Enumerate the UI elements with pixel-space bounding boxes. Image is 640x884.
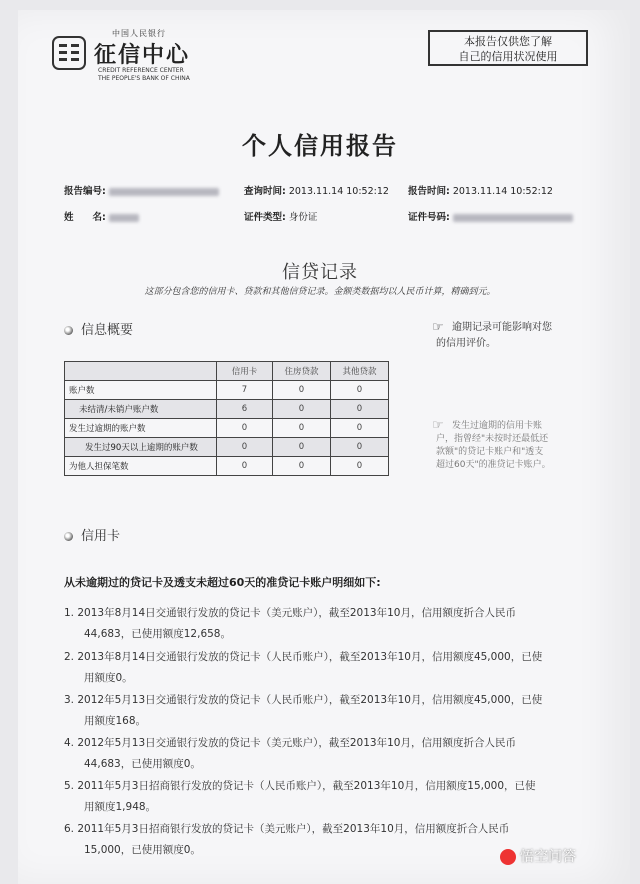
list-item — [64, 647, 564, 689]
table-cell: 0 — [273, 457, 331, 476]
list-item — [64, 603, 564, 645]
watermark-logo-icon — [500, 849, 516, 865]
page-title: 个人信用报告 — [242, 131, 398, 160]
overdue-note-line-1: 逾期记录可能影响对您 — [452, 322, 552, 333]
table-cell: 0 — [273, 438, 331, 457]
report-no-label: 报告编号: — [64, 186, 106, 197]
definition-line-3: 款额"的贷记卡账户和"透支 — [436, 447, 544, 457]
bullet-icon — [64, 532, 73, 541]
row-label: 发生过逾期的账户数 — [65, 419, 217, 438]
name-field — [64, 209, 139, 223]
table-cell: 6 — [217, 400, 273, 419]
credit-card-heading-text: 信用卡 — [81, 529, 121, 544]
table-cell: 7 — [217, 381, 273, 400]
table-header-cell — [65, 362, 217, 381]
overdue-note-line-2: 的信用评价。 — [436, 338, 496, 349]
list-item-line-1: 4. 2012年5月13日交通银行发放的贷记卡（美元账户），截至2013年10月，信用额度折合人民币 — [64, 737, 516, 749]
redacted-id-no — [453, 214, 573, 222]
overview-table — [64, 361, 389, 476]
table-header-cell: 信用卡 — [217, 362, 273, 381]
table-header-row — [65, 362, 389, 381]
report-time-value: 2013.11.14 10:52:12 — [452, 186, 553, 197]
list-item — [64, 690, 564, 732]
stamp-line-2: 自己的信用状况使用 — [458, 50, 558, 63]
row-label: 发生过90天以上逾期的账户数 — [65, 438, 217, 457]
id-type-value: 身份证 — [288, 212, 318, 223]
list-item-line-2: 44,683，已使用额度12,658。 — [84, 628, 231, 640]
logo-org-name: 征信中心 — [94, 42, 191, 68]
table-cell: 0 — [273, 419, 331, 438]
credit-record-title: 信贷记录 — [282, 262, 358, 283]
table-cell: 0 — [331, 457, 389, 476]
logo-org-small: 中国人民银行 — [112, 29, 166, 38]
usage-stamp — [428, 30, 588, 66]
table-header-cell: 住房贷款 — [273, 362, 331, 381]
table-header-cell: 其他贷款 — [331, 362, 389, 381]
list-item — [64, 733, 564, 775]
card-list-heading: 从未逾期过的贷记卡及透支未超过60天的准贷记卡账户明细如下: — [64, 576, 381, 589]
report-time-label: 报告时间: — [408, 186, 450, 197]
watermark-text: 悟空问答 — [520, 849, 576, 865]
definition-line-1: 发生过逾期的信用卡账 — [452, 421, 543, 431]
list-item-line-1: 6. 2011年5月3日招商银行发放的贷记卡（美元账户），截至2013年10月，信用额度折合人民币 — [64, 823, 510, 835]
query-time-label: 查询时间: — [244, 186, 286, 197]
credit-record-subtitle: 这部分包含您的信用卡、贷款和其他信贷记录。金额类数据均以人民币计算，精确到元。 — [144, 287, 496, 297]
id-no-field — [408, 209, 573, 223]
query-time-value: 2013.11.14 10:52:12 — [288, 186, 389, 197]
table-cell: 0 — [331, 438, 389, 457]
id-type-label: 证件类型: — [244, 212, 286, 223]
definition-line-4: 超过60天"的准贷记卡账户。 — [436, 460, 551, 470]
pointing-hand-icon: ☞ — [432, 418, 444, 433]
overview-heading — [64, 319, 133, 338]
id-type-field — [244, 209, 317, 223]
overdue-definition-note — [432, 418, 551, 472]
table-cell: 0 — [217, 457, 273, 476]
list-item-line-2: 用额度1,948。 — [84, 801, 157, 813]
logo-org-en-1: CREDIT REFERENCE CENTER — [98, 67, 184, 74]
bullet-icon — [64, 326, 73, 335]
row-label: 账户数 — [65, 381, 217, 400]
table-row — [65, 381, 389, 400]
table-row — [65, 400, 389, 419]
stamp-line-1: 本报告仅供您了解 — [464, 35, 552, 48]
table-cell: 0 — [217, 419, 273, 438]
table-cell: 0 — [331, 400, 389, 419]
row-label: 未结清/未销户账户数 — [65, 400, 217, 419]
table-row — [65, 457, 389, 476]
pointing-hand-icon: ☞ — [432, 320, 444, 335]
table-cell: 0 — [331, 381, 389, 400]
logo-org-en-2: THE PEOPLE'S BANK OF CHINA — [98, 75, 190, 82]
table-cell: 0 — [273, 381, 331, 400]
list-item-line-1: 2. 2013年8月14日交通银行发放的贷记卡（人民币账户），截至2013年10月，信用额度45,000，已使 — [64, 651, 543, 663]
table-cell: 0 — [273, 400, 331, 419]
table-cell: 0 — [217, 438, 273, 457]
list-item — [64, 776, 564, 818]
id-no-label: 证件号码: — [408, 212, 450, 223]
table-cell: 0 — [331, 419, 389, 438]
name-label: 姓 名: — [64, 212, 106, 223]
list-item-line-1: 1. 2013年8月14日交通银行发放的贷记卡（美元账户），截至2013年10月，信用额度折合人民币 — [64, 607, 516, 619]
credit-card-heading — [64, 525, 120, 544]
list-item-line-2: 44,683，已使用额度0。 — [84, 758, 201, 770]
list-item-line-2: 15,000，已使用额度0。 — [84, 844, 201, 856]
table-row — [65, 419, 389, 438]
report-time-field — [408, 183, 553, 197]
report-no-field — [64, 183, 219, 197]
list-item-line-1: 5. 2011年5月3日招商银行发放的贷记卡（人民币账户），截至2013年10月，信用额度15,000，已使 — [64, 780, 536, 792]
table-row — [65, 438, 389, 457]
watermark — [500, 846, 576, 866]
overdue-note — [432, 320, 552, 352]
list-item — [64, 819, 564, 861]
credit-center-logo-icon — [52, 36, 86, 70]
list-item-line-2: 用额度0。 — [84, 672, 133, 684]
definition-line-2: 户，指曾经"未按时还最低还 — [436, 434, 549, 444]
list-item-line-1: 3. 2012年5月13日交通银行发放的贷记卡（人民币账户），截至2013年10月，信用额度45,000，已使 — [64, 694, 543, 706]
redacted-name — [109, 214, 139, 222]
row-label: 为他人担保笔数 — [65, 457, 217, 476]
redacted-report-no — [109, 188, 219, 196]
query-time-field — [244, 183, 389, 197]
overview-heading-text: 信息概要 — [81, 323, 134, 338]
list-item-line-2: 用额度168。 — [84, 715, 147, 727]
